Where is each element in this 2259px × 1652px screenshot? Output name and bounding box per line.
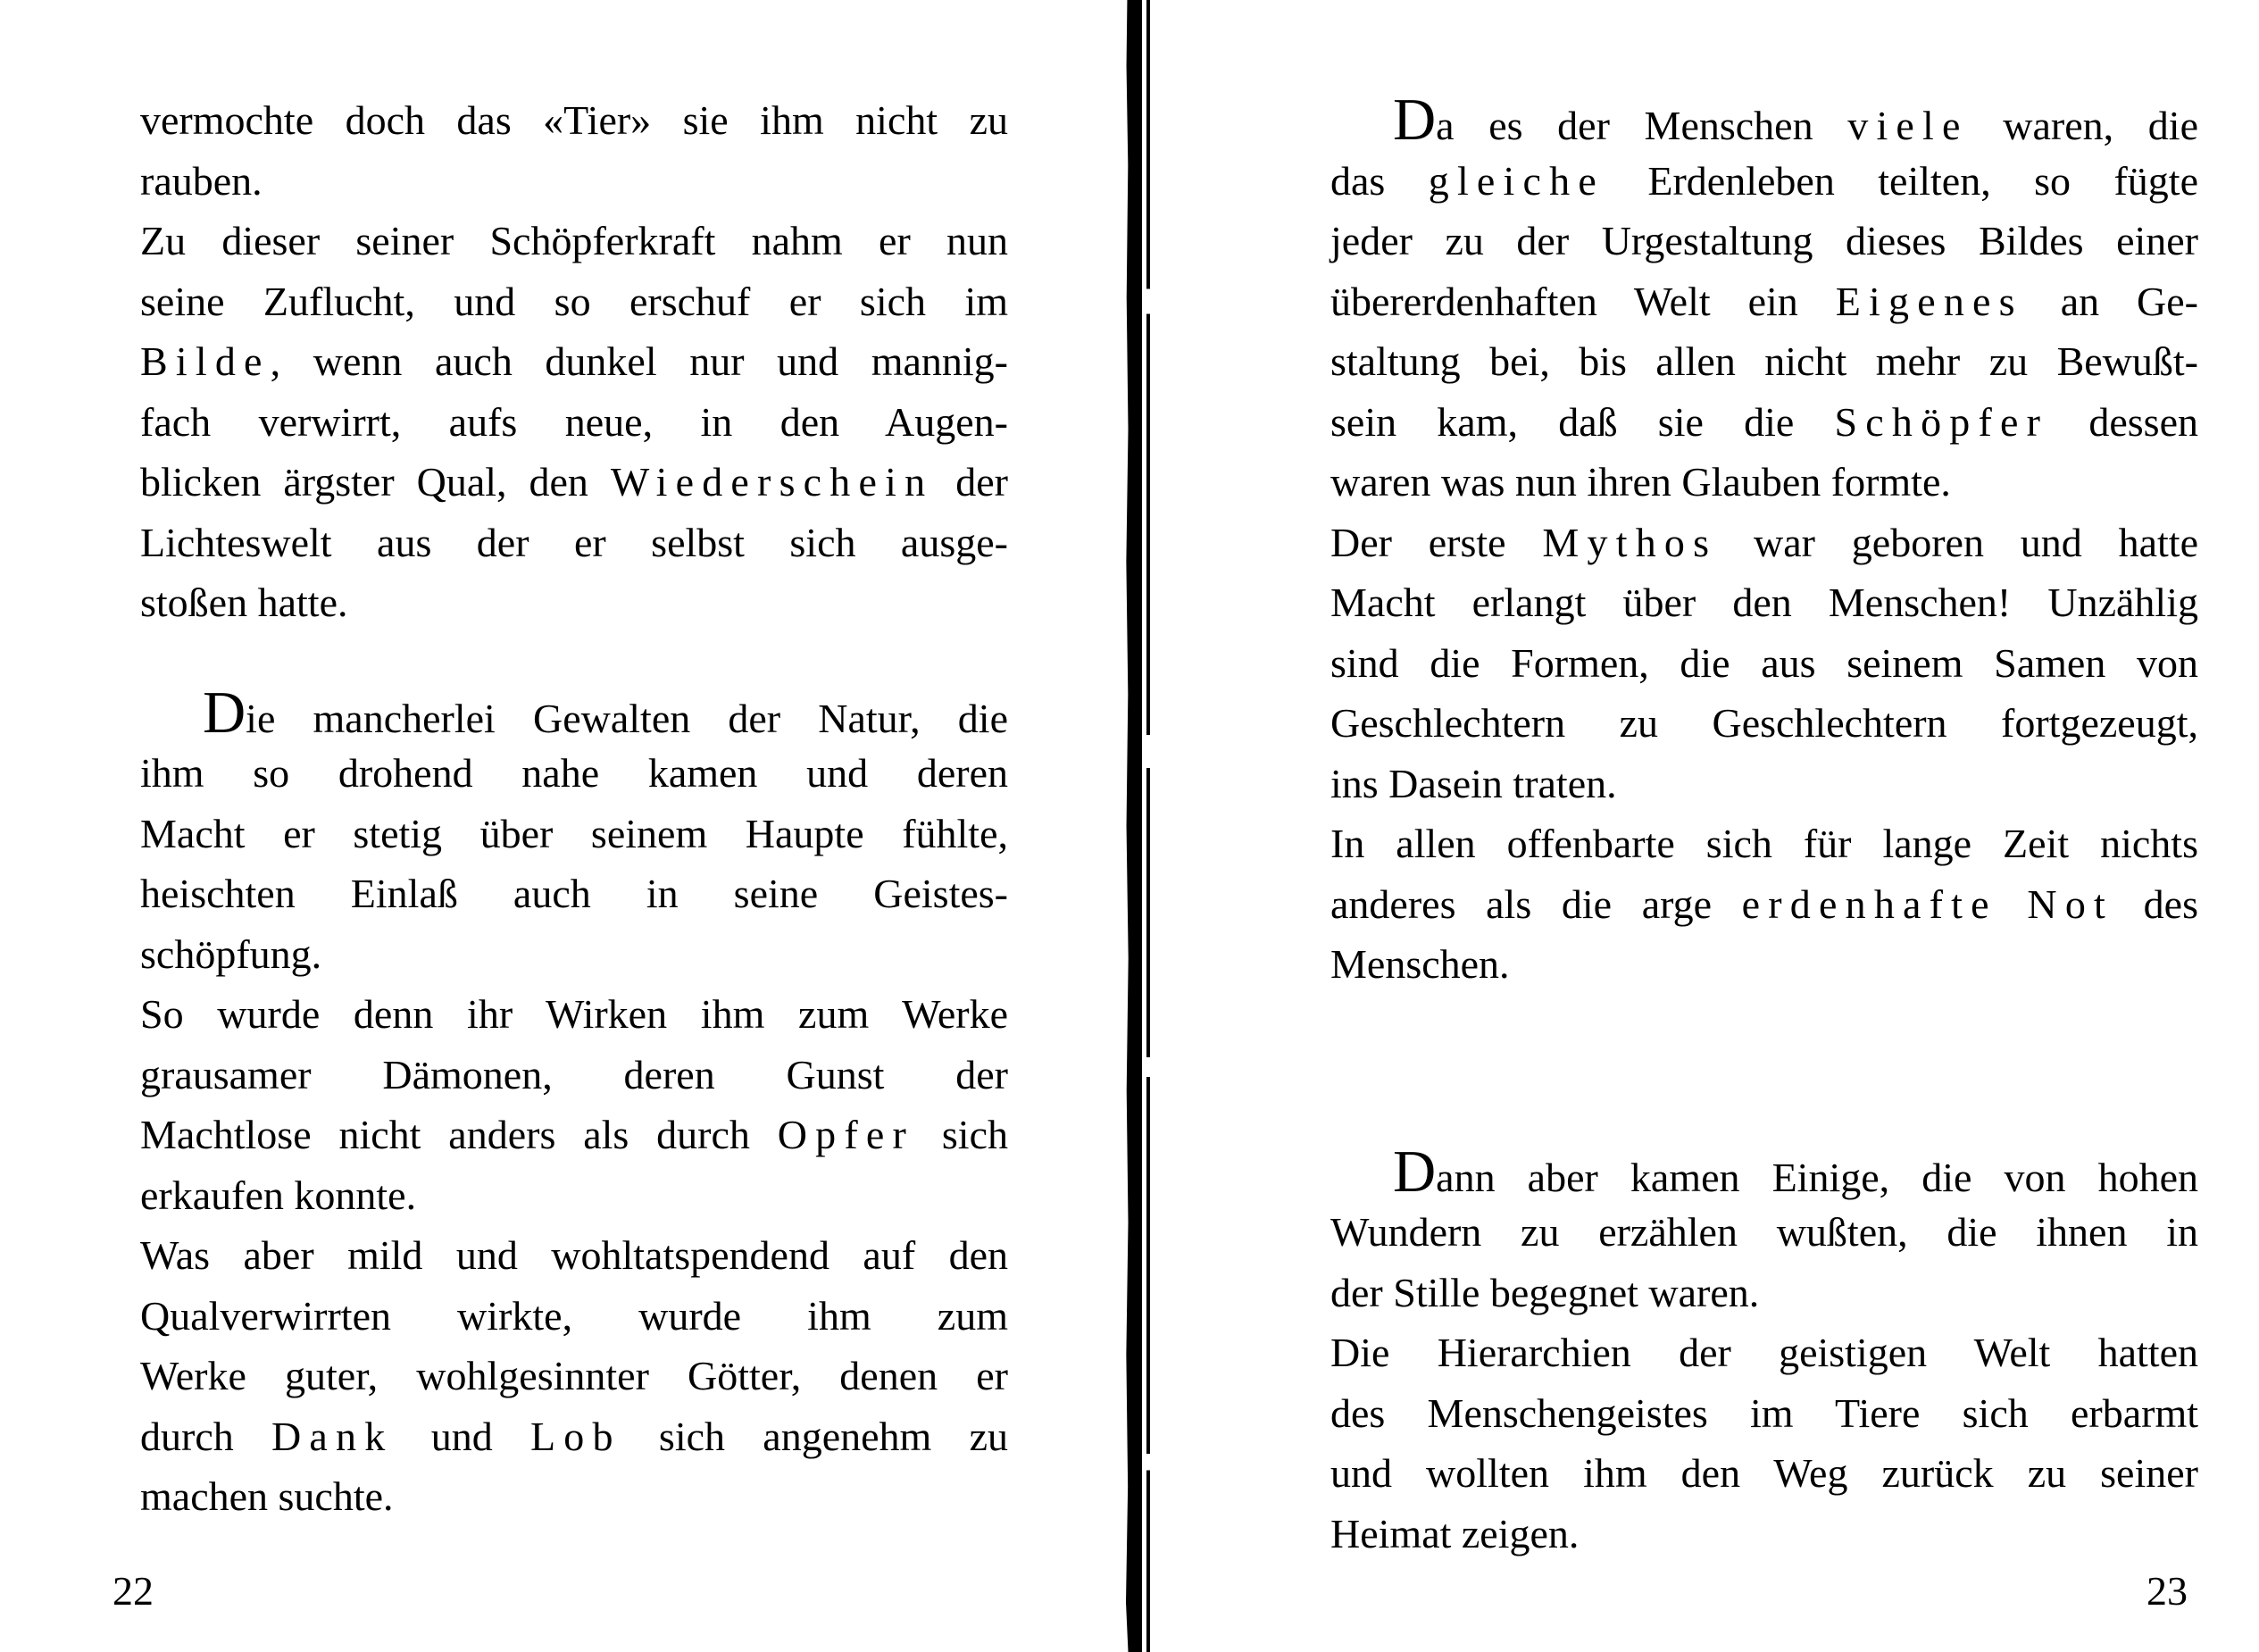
letterspaced-word: viele (1847, 103, 1969, 148)
text-line (1330, 813, 2198, 874)
text-segment: erkaufen konnte. (140, 1172, 417, 1218)
initial-capital: D (203, 680, 246, 746)
text-segment: ihm so drohend nahe kamen und deren (140, 750, 1008, 796)
text-segment: und wollten ihm den Weg zurück zu seiner (1330, 1450, 2198, 1496)
text-segment: stoßen hatte. (140, 580, 348, 625)
initial-capital: D (1393, 1139, 1437, 1205)
text-line (140, 1045, 1008, 1106)
text-segment: In allen offenbarte sich für lange Zeit nichts (1330, 821, 2198, 866)
text-line (140, 1466, 1008, 1527)
text-line (1330, 754, 2198, 814)
text-segment: machen suchte. (140, 1473, 394, 1519)
text-line (140, 1225, 1008, 1286)
text-line (140, 924, 1008, 985)
text-segment: Geschlechtern zu Geschlechtern fortgezeugt, (1330, 700, 2198, 746)
text-line (140, 680, 1008, 746)
text-segment: ie mancherlei Gewalten der Natur, die (246, 695, 1008, 741)
text-segment: des Menschengeistes im Tiere sich erbarmt (1330, 1389, 2198, 1436)
book-gutter-line (1146, 0, 1150, 1652)
text-segment: Zu dieser seiner Schöpferkraft nahm er nun (140, 218, 1008, 263)
letterspaced-word: Not (2027, 880, 2114, 927)
text-line (1330, 1202, 2198, 1263)
text-segment: das (1330, 157, 1429, 204)
text-segment: Qualverwirrten wirkte, wurde ihm zum (140, 1292, 1008, 1339)
text-segment: seine Zuflucht, und so erschuf er sich im (140, 278, 1008, 324)
text-line (140, 90, 1008, 151)
page-number-left: 22 (113, 1568, 154, 1614)
text-line (1330, 1504, 2198, 1564)
text-line (140, 331, 1008, 392)
text-line (1330, 271, 2198, 332)
text-line (1330, 1322, 2198, 1383)
text-segment: der (933, 459, 1008, 505)
letterspaced-word: gleiche (1428, 157, 1605, 204)
letterspaced-word: Opfer (777, 1112, 915, 1157)
letterspaced-word: erdenhafte (1741, 880, 1997, 927)
letterspaced-word: Lob (529, 1413, 621, 1459)
book-gutter-shadow (1126, 0, 1142, 1652)
text-line (140, 1346, 1008, 1406)
text-segment: Machtlose nicht anders als durch (140, 1112, 778, 1157)
text-segment: waren, die (1968, 103, 2198, 148)
letterspaced-word: Dank (271, 1413, 394, 1459)
text-segment: jeder zu der Urgestaltung dieses Bildes einer (1330, 218, 2198, 263)
text-segment: a es der Menschen (1436, 103, 1848, 148)
text-line (1330, 151, 2198, 212)
text-segment: war geboren und hatte (1717, 519, 2198, 565)
text-segment: sich (914, 1112, 1008, 1157)
text-line (1330, 452, 2198, 513)
text-line (140, 804, 1008, 864)
text-line (140, 1286, 1008, 1347)
text-segment: So wurde denn ihr Wirken ihm zum Werke (140, 991, 1008, 1037)
text-segment: sein kam, daß sie die (1330, 398, 1835, 445)
text-line (1330, 211, 2198, 271)
text-line (1330, 90, 2198, 151)
letterspaced-word: Wiederschein (610, 459, 934, 505)
text-segment: Lichteswelt aus der er selbst sich ausge- (140, 519, 1008, 565)
text-line (140, 1165, 1008, 1226)
text-line (140, 271, 1008, 332)
text-segment: Menschen. (1330, 941, 1510, 987)
text-segment: sind die Formen, die aus seinem Samen von (1330, 639, 2198, 686)
text-line (1330, 1263, 2198, 1323)
text-line (1330, 633, 2198, 694)
letterspaced-word: Eigenes (1835, 278, 2023, 324)
letterspaced-word: Bilde (140, 338, 271, 384)
text-segment: waren was nun ihren Glauben formte. (1330, 459, 1951, 505)
text-segment: durch (140, 1413, 271, 1459)
letterspaced-word: Mythos (1542, 519, 1718, 565)
text-segment: Der erste (1330, 519, 1543, 565)
text-segment: blicken ärgster Qual, den (140, 459, 611, 505)
text-line (1330, 331, 2198, 392)
text-line (140, 984, 1008, 1045)
text-segment: ann aber kamen Einige, die von hohen (1436, 1154, 2198, 1200)
text-segment: schöpfung. (140, 930, 322, 977)
initial-capital: D (1393, 88, 1437, 153)
text-line (1330, 693, 2198, 754)
text-segment: an Ge- (2022, 278, 2199, 324)
text-segment: Was aber mild und wohltatspendend auf den (140, 1232, 1008, 1278)
text-line (140, 1105, 1008, 1165)
text-line (140, 864, 1008, 924)
text-line (1330, 934, 2198, 995)
page-number-right: 23 (2146, 1568, 2188, 1614)
text-segment: heischten Einlaß auch in seine Geistes- (140, 871, 1008, 916)
text-segment: dessen (2048, 398, 2198, 445)
text-segment: , wenn auch dunkel nur und mannig- (270, 338, 1008, 384)
text-segment: fach verwirrt, aufs neue, in den Augen- (140, 398, 1008, 445)
text-line (1330, 874, 2198, 935)
text-segment: anderes als die arge (1330, 880, 1742, 927)
text-line (1330, 1443, 2198, 1504)
text-segment: Erdenleben teilten, so fügte (1604, 157, 2198, 204)
text-line (140, 572, 1008, 633)
text-line (140, 513, 1008, 573)
text-line (1330, 392, 2198, 453)
text-segment: des (2113, 880, 2198, 927)
left-page-text-column (140, 90, 1008, 1527)
text-segment: Heimat zeigen. (1330, 1510, 1580, 1556)
text-line (140, 743, 1008, 804)
text-segment: ins Dasein traten. (1330, 760, 1617, 806)
text-segment: Macht er stetig über seinem Haupte fühlte, (140, 810, 1008, 856)
text-segment: rauben. (140, 157, 263, 204)
text-line (1330, 1139, 2198, 1205)
letterspaced-word: Schöpfer (1834, 398, 2049, 445)
text-segment: vermochte doch das «Tier» sie ihm nicht zu (140, 97, 1008, 143)
text-segment: Die Hierarchien der geistigen Welt hatten (1330, 1330, 2198, 1375)
text-segment: der Stille begegnet waren. (1330, 1269, 1760, 1315)
text-segment: Wundern zu erzählen wußten, die ihnen in (1330, 1209, 2198, 1255)
text-line (1330, 513, 2198, 573)
text-line (140, 392, 1008, 453)
text-segment: sich angenehm zu (621, 1413, 1009, 1459)
text-segment: staltung bei, bis allen nicht mehr zu Bewußt- (1330, 338, 2198, 384)
text-segment: übererdenhaften Welt ein (1330, 278, 1836, 324)
text-line (140, 211, 1008, 271)
text-line (140, 452, 1008, 513)
right-page-text-column (1330, 90, 2198, 1564)
text-segment (1997, 881, 2028, 927)
text-line (140, 1406, 1008, 1467)
text-segment: Macht erlangt über den Menschen! Unzählig (1330, 580, 2198, 625)
text-segment: grausamer Dämonen, deren Gunst der (140, 1051, 1008, 1097)
text-segment: und (393, 1413, 530, 1459)
text-line (140, 151, 1008, 212)
text-line (1330, 572, 2198, 633)
text-segment: Werke guter, wohlgesinnter Götter, denen er (140, 1353, 1008, 1398)
text-line (1330, 1383, 2198, 1444)
